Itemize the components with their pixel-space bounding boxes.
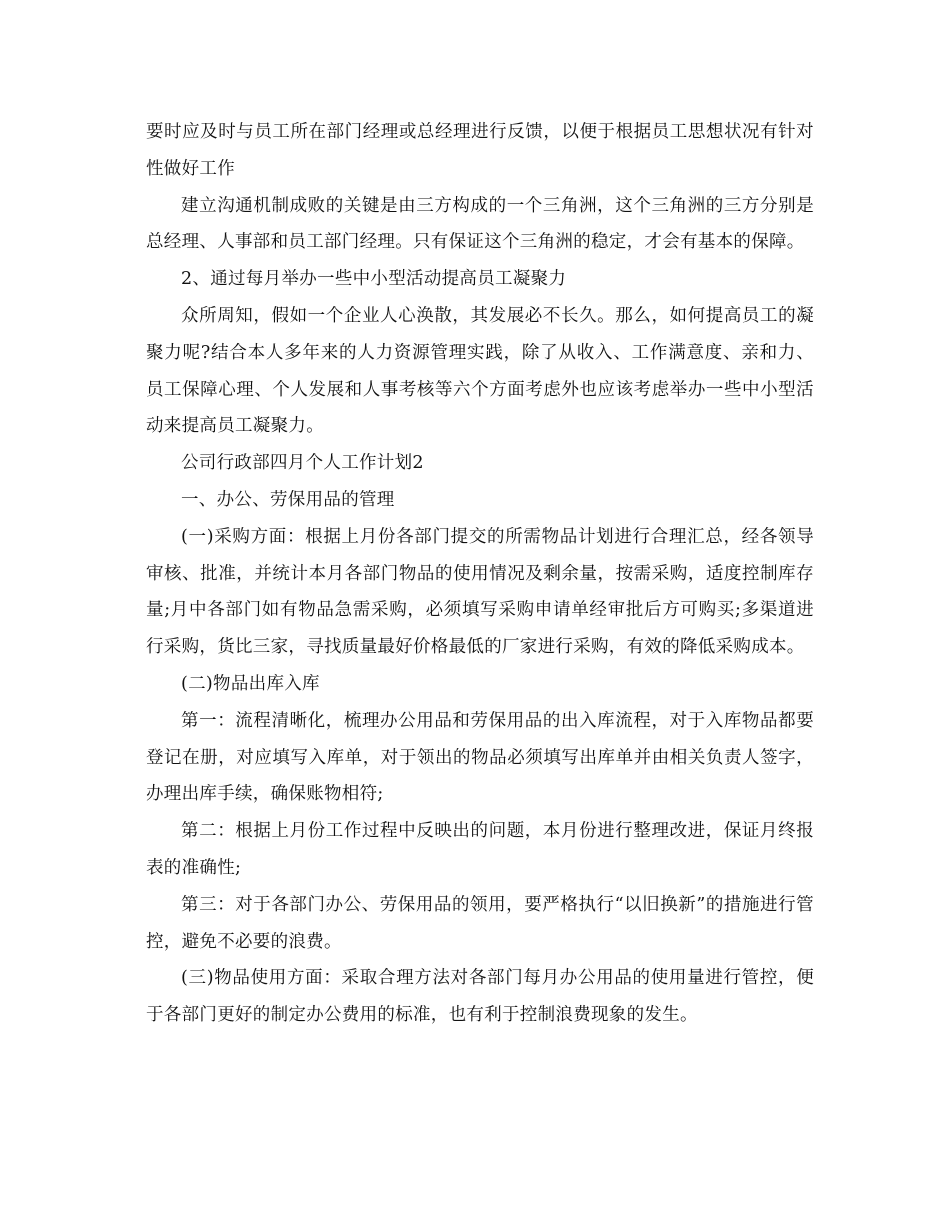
paragraph-4: 众所周知，假如一个企业人心涣散，其发展必不长久。那么，如何提高员工的凝聚力呢?结合本人多年来的人力资源管理实践，除了从收入、工作满意度、亲和力、员工保障心理、个人发展和人事考核等六个方面考虑外也应该考虑举办一些中小型活动来提高员工凝聚力。 <box>146 305 814 437</box>
paragraph-2: 建立沟通机制成败的关键是由三方构成的一个三角洲，这个三角洲的三方分别是总经理、人事部和员工部门经理。只有保证这个三角洲的稳定，才会有基本的保障。 <box>146 195 814 253</box>
subheading-inventory: (二)物品出库入库 <box>181 673 320 694</box>
paragraph-step-2: 第二：根据上月份工作过程中反映出的问题，本月份进行整理改进，保证月终报表的准确性; <box>146 821 814 878</box>
paragraph-purchasing: (一)采购方面：根据上月份各部门提交的所需物品计划进行合理汇总，经各领导审核、批准，并统计本月各部门物品的使用情况及剩余量，按需采购，适度控制库存量;月中各部门如有物品急需采购，必须填写采购申请单经审批后方可购买;多渠道进行采购，货比三家，寻找质量最好价格最低的厂家进行采购，有效的降低采购成本。 <box>146 526 814 658</box>
paragraph-step-3: 第三：对于各部门办公、劳保用品的领用，要严格执行“以旧换新”的措施进行管控，避免不必要的浪费。 <box>146 894 814 952</box>
paragraph-usage: (三)物品使用方面：采取合理方法对各部门每月办公用品的使用量进行管控，便于各部门更好的制定办公费用的标准，也有利于控制浪费现象的发生。 <box>146 968 814 1026</box>
document-title-plan-2: 公司行政部四月个人工作计划2 <box>181 453 424 474</box>
paragraph-1: 要时应及时与员工所在部门经理或总经理进行反馈，以便于根据员工思想状况有针对性做好工作 <box>146 122 814 179</box>
section-heading-office-supplies: 一、办公、劳保用品的管理 <box>181 489 395 510</box>
document-body <box>146 114 814 1034</box>
section-heading-2: 2、通过每月举办一些中小型活动提高员工凝聚力 <box>181 269 567 290</box>
paragraph-step-1: 第一：流程清晰化，梳理办公用品和劳保用品的出入库流程，对于入库物品都要登记在册，对应填写入库单，对于领出的物品必须填写出库单并由相关负责人签字，办理出库手续，确保账物相符; <box>146 710 814 805</box>
